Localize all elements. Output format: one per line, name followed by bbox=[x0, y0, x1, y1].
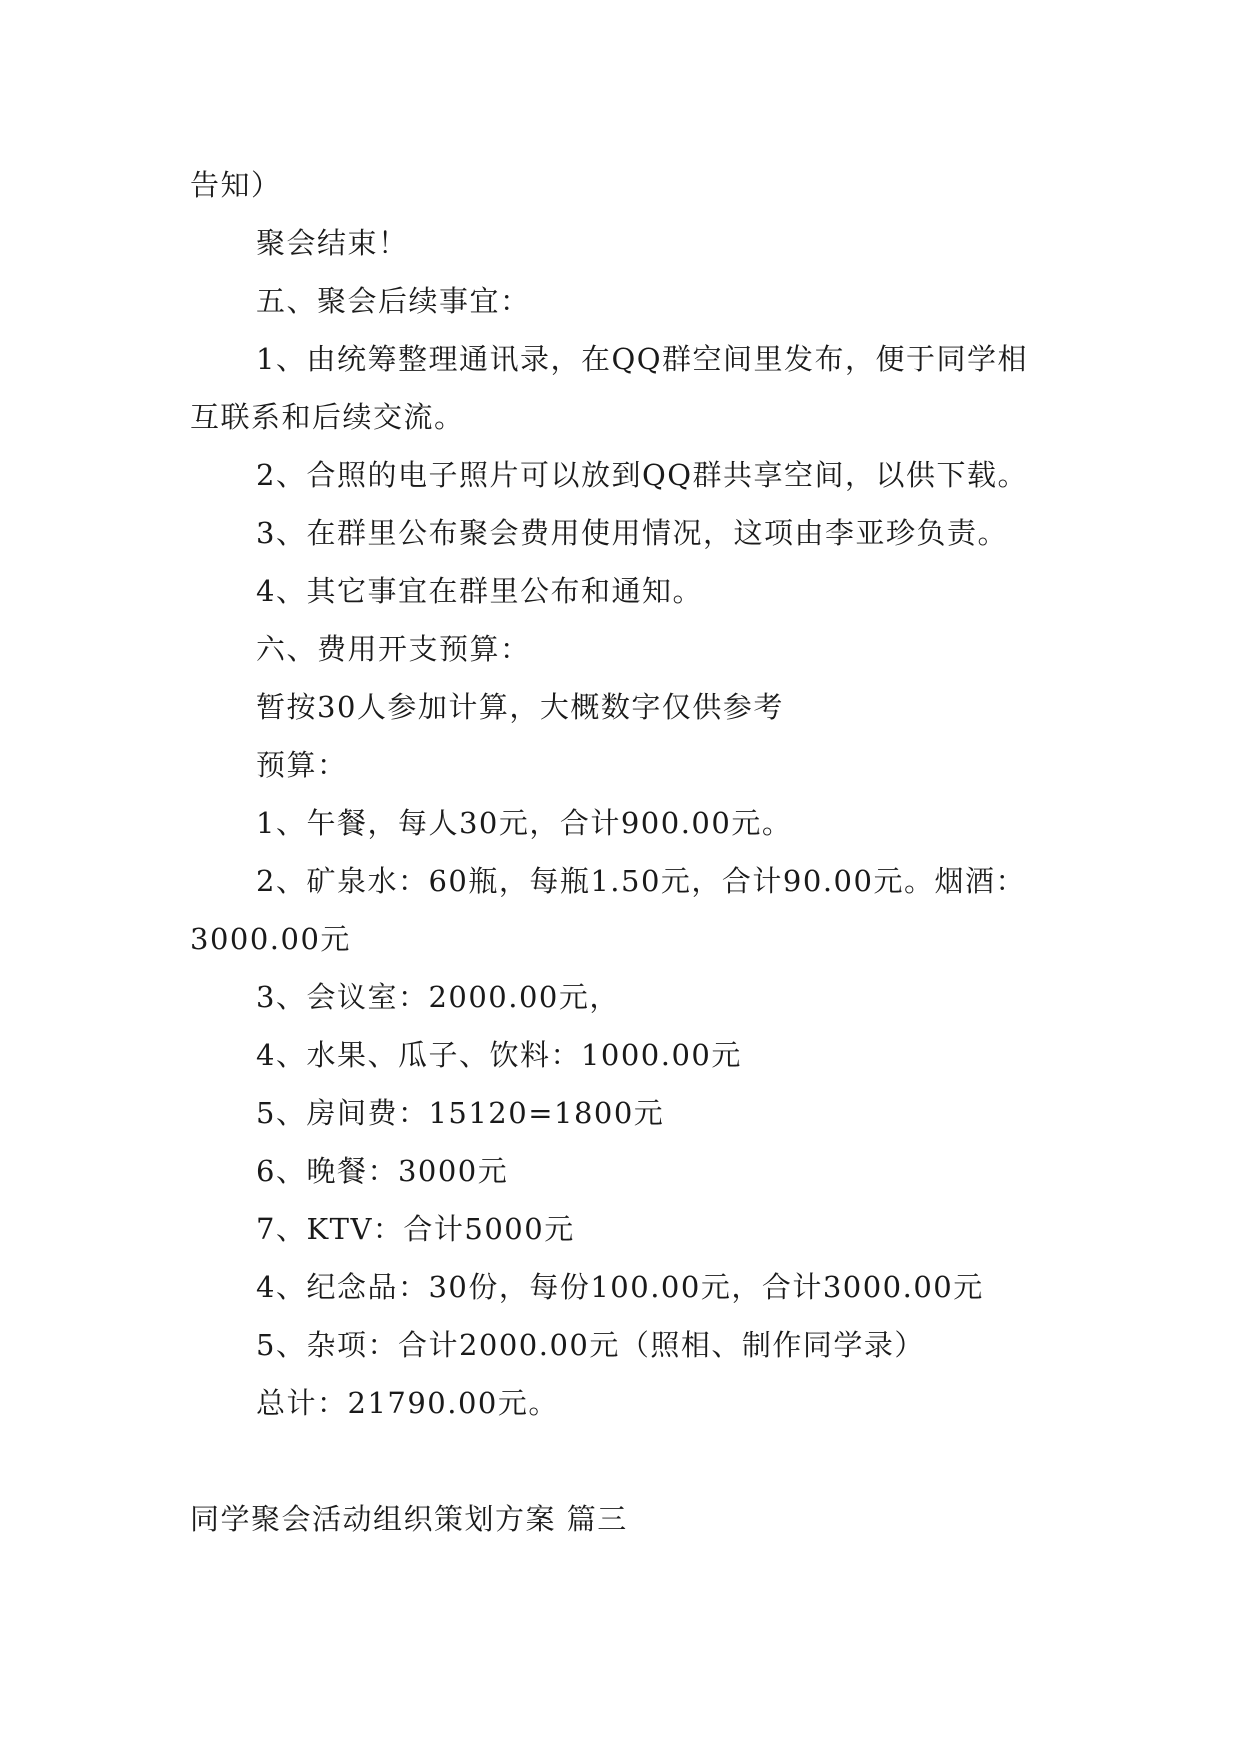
continuation-text: 告知） bbox=[190, 168, 282, 202]
budget-label: 预算： bbox=[256, 748, 348, 782]
budget-item: 2、矿泉水：60瓶，每瓶1.50元，合计90.00元。烟酒：3000.00元 bbox=[190, 864, 1026, 956]
section-six-heading: 六、费用开支预算： bbox=[256, 632, 531, 666]
budget-item: 5、杂项：合计2000.00元（照相、制作同学录） bbox=[256, 1328, 925, 1362]
budget-item: 5、房间费：15120=1800元 bbox=[256, 1096, 665, 1130]
budget-note: 暂按30人参加计算，大概数字仅供参考 bbox=[256, 690, 784, 724]
list-item: 4、其它事宜在群里公布和通知。 bbox=[256, 574, 703, 608]
document-body bbox=[190, 156, 1050, 1548]
budget-item: 4、纪念品：30份，每份100.00元，合计3000.00元 bbox=[256, 1270, 984, 1304]
list-item: 1、由统筹整理通讯录，在QQ群空间里发布，便于同学相互联系和后续交流。 bbox=[190, 342, 1029, 434]
closing-text: 聚会结束！ bbox=[256, 226, 409, 260]
budget-item: 3、会议室：2000.00元， bbox=[256, 980, 620, 1014]
budget-item: 1、午餐，每人30元，合计900.00元。 bbox=[256, 806, 793, 840]
next-section-title: 同学聚会活动组织策划方案 篇三 bbox=[190, 1502, 628, 1536]
list-item: 3、在群里公布聚会费用使用情况，这项由李亚珍负责。 bbox=[256, 516, 1008, 550]
budget-item: 6、晚餐：3000元 bbox=[256, 1154, 509, 1188]
list-item: 2、合照的电子照片可以放到QQ群共享空间，以供下载。 bbox=[256, 458, 1029, 492]
budget-item: 7、KTV：合计5000元 bbox=[256, 1212, 575, 1246]
section-spacer bbox=[190, 1432, 1050, 1490]
section-five-heading: 五、聚会后续事宜： bbox=[256, 284, 531, 318]
budget-item: 4、水果、瓜子、饮料：1000.00元 bbox=[256, 1038, 742, 1072]
budget-total: 总计：21790.00元。 bbox=[256, 1386, 559, 1420]
